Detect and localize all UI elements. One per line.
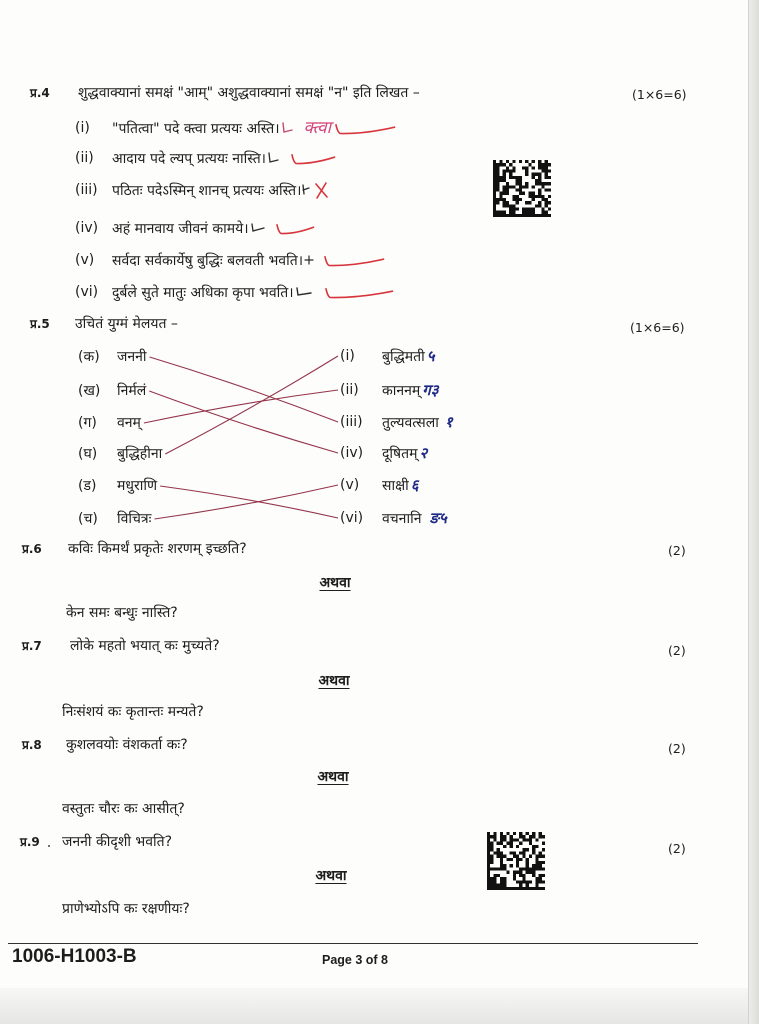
tick-icon [334, 120, 396, 136]
item-label: (vi) [75, 284, 99, 300]
or-divider: अथवा [315, 867, 347, 884]
ink-speck [48, 845, 50, 847]
question-marks: (2) [668, 642, 686, 658]
item-text: "पतित्वा" पदे क्त्वा प्रत्ययः अस्ति। [112, 120, 280, 137]
handwritten-answer: ग३ [422, 380, 439, 399]
question-number: प्र.9 [20, 834, 40, 849]
cross-icon [314, 182, 329, 199]
match-left-item [78, 442, 162, 464]
item-text: सर्वदा सर्वकार्येषु बुद्धिः बलवती भवति। [112, 252, 303, 269]
match-right-label: (iv) [340, 445, 364, 461]
tick-icon [290, 150, 336, 166]
match-left-label: (ख) [78, 382, 101, 399]
q4-item-5 [75, 249, 385, 271]
match-right-item [340, 442, 427, 464]
match-left-text: बुद्धिहीना [117, 445, 163, 462]
question-marks: (2) [668, 740, 686, 756]
match-left-label: (घ) [78, 445, 98, 462]
item-text: दुर्बले सुते मातुः अधिका कृपा भवति। [112, 284, 294, 301]
handwritten-answer: ६ [410, 475, 419, 494]
handwritten-answer: ङ५ [429, 508, 447, 527]
footer-rule [8, 943, 698, 944]
or-divider: अथवा [317, 768, 349, 785]
item-label: (i) [75, 120, 90, 136]
tick-icon [323, 252, 385, 268]
question-number: प्र.6 [22, 541, 42, 556]
question-marks: (2) [668, 542, 686, 558]
match-right-item [340, 379, 439, 401]
match-right-text: दूषितम् [382, 445, 418, 462]
student-answer-mark [266, 150, 280, 166]
match-left-label: (ड) [78, 477, 97, 494]
match-right-item [340, 411, 453, 433]
q4-item-3 [75, 179, 329, 201]
item-text: आदाय पदे ल्यप् प्रत्ययः नास्ति। [112, 150, 266, 167]
question-number: प्र.5 [30, 316, 50, 331]
item-text: पठितः पदेऽस्मिन् शानच् प्रत्ययः अस्ति। [112, 182, 302, 199]
photo-background [0, 988, 748, 1024]
datamatrix-code [487, 832, 545, 890]
q4-item-6 [75, 281, 394, 303]
match-left-text: वनम् [117, 414, 141, 431]
match-line [149, 391, 338, 453]
handwritten-answer: २ [419, 443, 428, 462]
tick-icon [275, 220, 315, 236]
match-right-text: बुद्धिमती [382, 348, 425, 365]
match-left-text: विचित्रः [117, 510, 152, 527]
q4-item-1 [75, 117, 396, 139]
question-text: कविः किमर्थं प्रकृतेः शरणम् इच्छति? [68, 540, 247, 557]
student-answer-mark [294, 284, 314, 300]
match-right-text: काननम् [382, 382, 421, 399]
match-left-text: निर्मलं [117, 382, 147, 399]
question-number: प्र.8 [22, 737, 42, 752]
match-right-item [340, 474, 419, 496]
paper-edge [748, 0, 759, 1024]
question-marks: (1×6=6) [632, 86, 687, 102]
question-marks: (1×6=6) [630, 319, 685, 335]
match-line [150, 357, 338, 422]
handwritten-answer: १ [444, 412, 453, 431]
match-right-label: (vi) [340, 510, 364, 526]
student-answer-mark [249, 220, 267, 236]
item-text: अहं मानवाय जीवनं कामये। [112, 220, 249, 237]
match-left-item [78, 474, 157, 496]
alternate-question: निःसंशयं कः कृतान्तः मन्यते? [62, 703, 204, 720]
match-right-item [340, 507, 447, 529]
alternate-question: वस्तुतः चौरः कः आसीत्? [62, 800, 185, 817]
or-divider: अथवा [319, 574, 351, 591]
match-right-text: साक्षी [382, 477, 409, 494]
item-label: (iii) [75, 182, 98, 198]
match-left-item [78, 379, 146, 401]
question-prompt: उचितं युग्मं मेलयत – [75, 315, 178, 332]
match-left-text: मधुराणि [117, 477, 158, 494]
match-left-item [78, 507, 151, 529]
tick-icon [324, 284, 394, 300]
match-left-text: जननी [117, 348, 147, 365]
match-line [160, 486, 338, 518]
question-text: जननी कीदृशी भवति? [62, 833, 173, 850]
match-left-label: (क) [78, 348, 100, 365]
match-line [154, 485, 338, 519]
paper-code: 1006-H1003-B [12, 946, 137, 967]
q4-item-2 [75, 147, 336, 169]
correction-note: क्त्वा [303, 117, 331, 138]
question-marks: (2) [668, 840, 686, 856]
alternate-question: प्राणेभ्योऽपि कः रक्षणीयः? [62, 900, 190, 917]
question-number: प्र.4 [30, 85, 50, 100]
question-prompt: शुद्धवाक्यानां समक्षं "आम्" अशुद्धवाक्यानां समक्षं "न" इति लिखत – [78, 84, 420, 101]
item-label: (v) [75, 252, 95, 268]
handwritten-answer: ५ [426, 346, 435, 365]
item-label: (iv) [75, 220, 99, 236]
match-left-label: (ग) [78, 414, 97, 431]
alternate-question: केन समः बन्धुः नास्ति? [66, 604, 178, 621]
item-label: (ii) [75, 150, 94, 166]
match-right-text: वचनानि [382, 510, 422, 527]
page-number: Page 3 of 8 [322, 953, 388, 967]
match-right-text: तुल्यवत्सला [382, 414, 439, 431]
match-line [144, 390, 338, 423]
question-number: प्र.7 [22, 638, 42, 653]
question-text: लोके महतो भयात् कः मुच्यते? [70, 637, 220, 654]
match-right-label: (iii) [340, 414, 363, 430]
student-answer-mark [303, 252, 315, 268]
datamatrix-code [493, 160, 551, 217]
match-line [165, 356, 338, 454]
or-divider: अथवा [318, 672, 350, 689]
student-answer-mark [301, 182, 311, 198]
q4-item-4 [75, 217, 315, 239]
match-right-item [340, 345, 435, 367]
match-right-label: (ii) [340, 382, 359, 398]
match-left-item [78, 345, 147, 367]
match-right-label: (i) [340, 348, 355, 364]
match-right-label: (v) [340, 477, 360, 493]
question-text: कुशलवयोः वंशकर्ता कः? [66, 736, 188, 753]
student-answer-mark [280, 120, 294, 136]
match-left-label: (च) [78, 510, 98, 527]
match-left-item [78, 411, 141, 433]
